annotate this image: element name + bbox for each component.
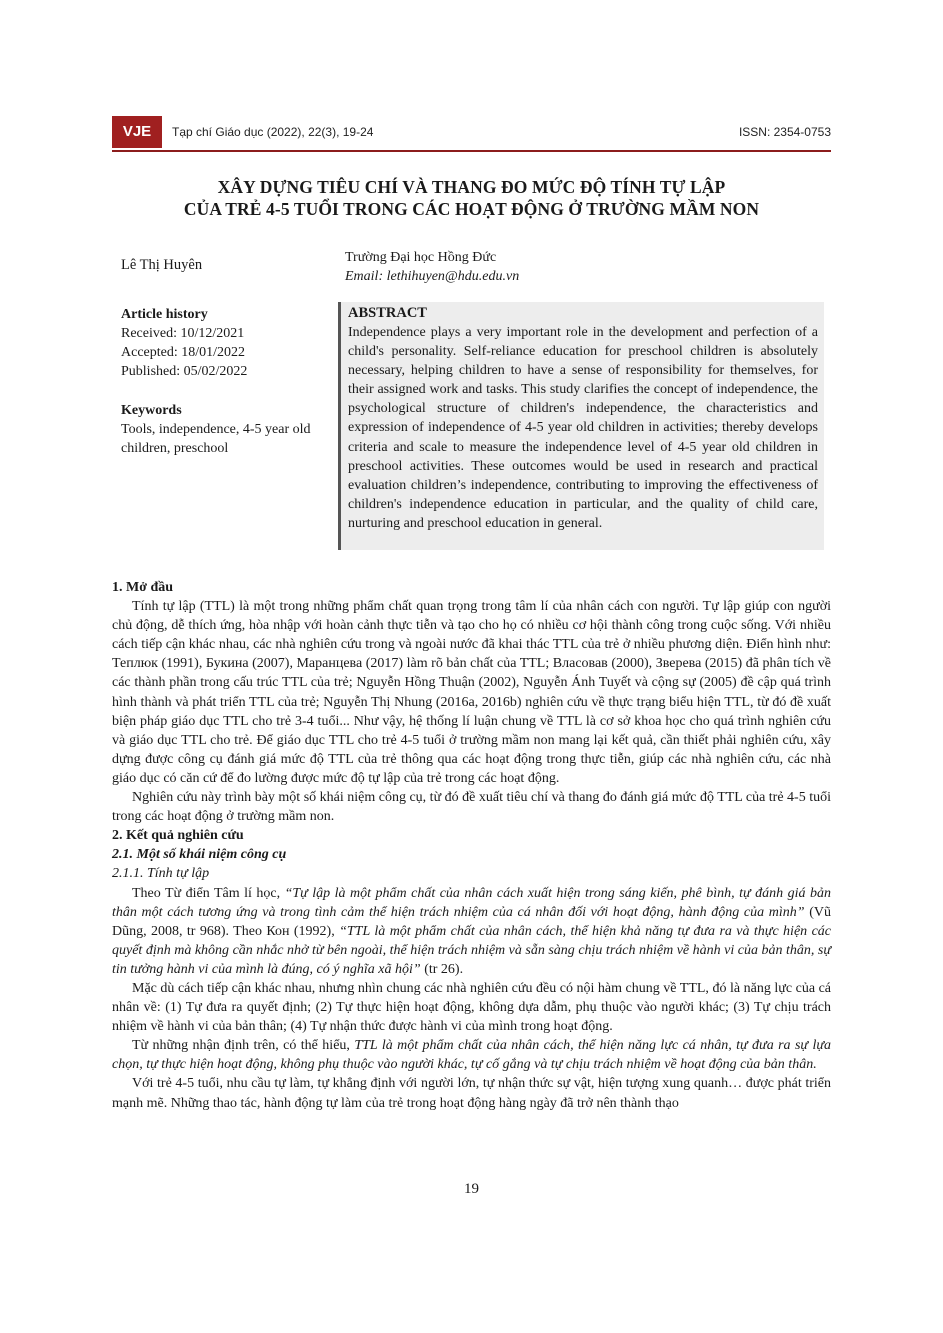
article-history-heading: Article history (121, 307, 208, 322)
keywords-heading: Keywords (121, 403, 182, 418)
paragraph: Theo Từ điển Tâm lí học, “Tự lập là một phẩm chất của nhân cách xuất hiện trong sáng kiến, phê bình, tự đánh giá bản thân một cách tương ứng và trong tình cảm thể hiện trách nhiệm của cá nhân đối với hoạt động, hành động của mình” (Vũ Dũng, 2008, tr 968). Theo Кон (1992), “TTL là một phẩm chất của nhân cách, thể hiện khả năng tự đưa ra và thực hiện các quyết định mà không cần nhắc nhở từ bên ngoài, thể hiện trách nhiệm và sẵn sàng chịu trách nhiệm về hành vi của bản thân, sự tin tưởng hành vi của mình là đúng, có ý nghĩa xã hội” (tr 26). (112, 885, 831, 977)
accepted-date: Accepted: 18/01/2022 (121, 345, 246, 360)
paragraph: Với trẻ 4-5 tuổi, nhu cầu tự làm, tự khẳng định với người lớn, tự nhận thức sự vật, hiện tượng xung quanh… được phát triển mạnh mẽ. Những thao tác, hành động tự làm của trẻ trong hoạt động hàng ngày đã trở nên thành thạo (112, 1076, 831, 1111)
abstract-heading: ABSTRACT (348, 305, 427, 321)
subsection-heading: 2.1. Một số khái niệm công cụ (112, 847, 287, 863)
title-line-2: CỦA TRẺ 4-5 TUỔI TRONG CÁC HOẠT ĐỘNG Ở TRƯỜNG MẦM NON (183, 199, 760, 219)
article-sidebar (121, 305, 321, 458)
affiliation: Trường Đại học Hồng Đức (345, 250, 497, 265)
page-number: 19 (464, 1181, 479, 1197)
issn: ISSN: 2354-0753 (738, 125, 831, 139)
journal-logo: VJE (112, 116, 162, 148)
journal-citation: Tạp chí Giáo dục (2022), 22(3), 19-24 (172, 125, 374, 139)
author-name: Lê Thị Huyên (121, 257, 203, 273)
subsubsection-heading: 2.1.1. Tính tự lập (112, 866, 210, 882)
received-date: Received: 10/12/2021 (121, 326, 245, 341)
paragraph: Mặc dù cách tiếp cận khác nhau, nhưng nhìn chung các nhà nghiên cứu đều có nội hàm chung về TTL, đó là năng lực của cá nhân về: (1) Tự đưa ra quyết định; (2) Tự thực hiện hoạt động, không dựa dẫm, phụ thuộc vào người khác; (3) Tự chịu trách nhiệm về hành vi của bản thân; (4) Tự nhận thức được hành vi của mình trong hoạt động. (112, 980, 831, 1035)
paragraph: Từ những nhận định trên, có thể hiểu, TTL là một phẩm chất của nhân cách, thể hiện năng lực cá nhân, tự đưa ra sự lựa chọn, tự thực hiện hoạt động, không phụ thuộc vào người khác, tự cố gắng và tự chịu trách nhiệm về hoạt động của bản thân. (112, 1038, 831, 1073)
author-email: Email: lethihuyen@hdu.edu.vn (345, 269, 520, 284)
paragraph: Tính tự lập (TTL) là một trong những phẩm chất quan trọng trong tâm lí của nhân cách con người. Tự lập giúp con người chủ động, dễ thích ứng, hòa nhập với hoàn cảnh thực tiễn và tạo cho họ có nhiều cơ hội thành công trong cuộc sống. Với nhiều cách tiếp cận khác nhau, các nhà nghiên cứu trong và ngoài nước đã khai thác TTL của trẻ ở nhiều phương diện. Điển hình như: Теплюк (1991), Букина (2007), Маранцева (2017) làm rõ bản chất của TTL; Власовав (2000), Зверева (2015) đã phân tích về các thành phần trong cấu trúc TTL của trẻ; Nguyễn Hồng Thuận (2002), Nguyễn Ánh Tuyết và cộng sự (2005) đề cập quá trình hình thành và phát triển TTL của trẻ; Nguyễn Thị Nhung (2016a, 2016b) nghiên cứu về thực trạng biểu hiện TTL, từ đó đề xuất biện pháp giáo dục TTL cho trẻ 3-4 tuổi... Như vậy, hệ thống lí luận chung về TTL là cơ sở khoa học cho quá trình nghiên cứu và giáo dục TTL cho trẻ. Để giáo dục TTL cho trẻ 4-5 tuổi ở trường mầm non mang lại kết quả, cần thiết phải nghiên cứu, xây dựng được công cụ đánh giá mức độ TTL của trẻ thông qua các hoạt động trong thực tiễn, giúp các nhà nghiên cứu, các nhà giáo dục có căn cứ để đo lường được mức độ tự lập của trẻ trong các hoạt động. (112, 599, 831, 786)
abstract-text: Independence plays a very important role in the development and perfection of a child's personality. Self-reliance education for preschool children is absolutely necessary, helping children to have a sense of responsibility for themselves, for their assigned work and tasks. This study clarifies the concept of independence, the psychological structure of children's independence, the characteristics and expression of independence of 4-5 year old children in activities; thereby develops criteria and scale to measure the independence level of 4-5 year old children in preschool activities. These outcomes would be used in research and practical evaluation children’s independence, contributing to improving the effectiveness of children's independence education in particular, and the quality of child care, nurturing and preschool education in general. (348, 325, 818, 531)
article-title (112, 176, 831, 220)
paragraph: Nghiên cứu này trình bày một số khái niệm công cụ, từ đó đề xuất tiêu chí và thang đo đánh giá mức độ TTL của trẻ 4-5 tuổi trong các hoạt động ở trường mầm non. (112, 790, 831, 825)
title-line-1: XÂY DỰNG TIÊU CHÍ VÀ THANG ĐO MỨC ĐỘ TÍNH TỰ LẬP (217, 177, 726, 197)
article-body (112, 578, 831, 1113)
abstract-box (338, 302, 824, 550)
journal-header (112, 116, 831, 152)
section-heading-intro: 1. Mở đầu (112, 580, 174, 595)
keywords-text: Tools, independence, 4-5 year old children, preschool (121, 422, 311, 456)
author-affiliation-block (345, 248, 519, 286)
published-date: Published: 05/02/2022 (121, 364, 248, 379)
section-heading-results: 2. Kết quả nghiên cứu (112, 828, 244, 844)
